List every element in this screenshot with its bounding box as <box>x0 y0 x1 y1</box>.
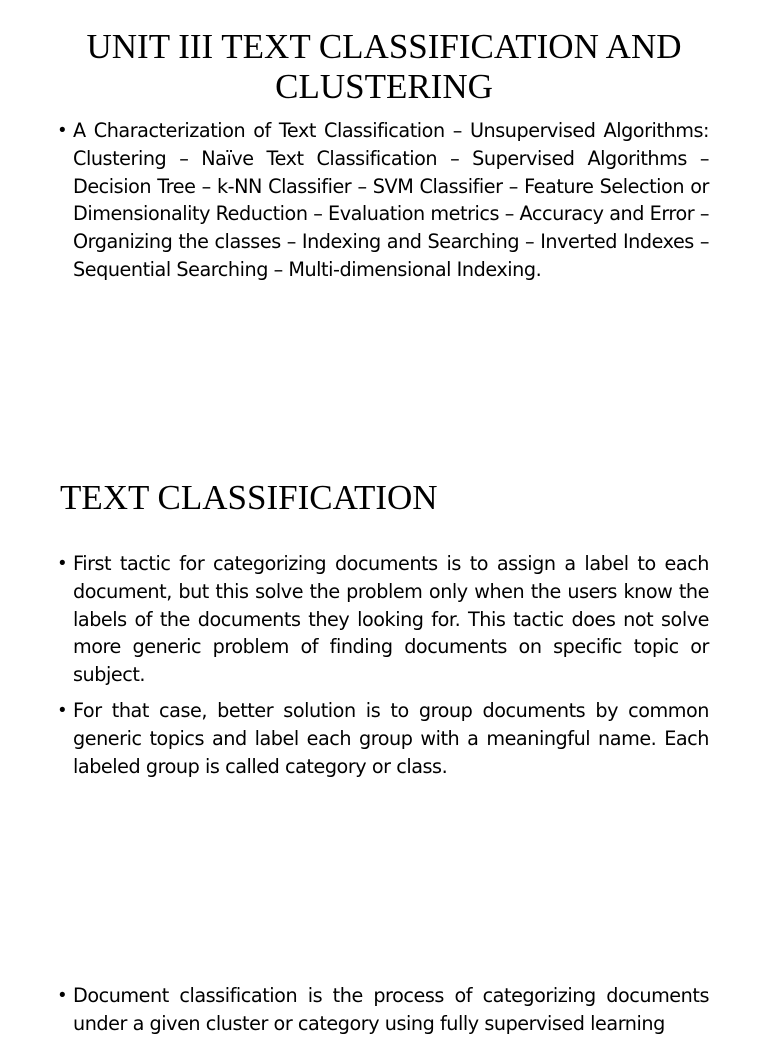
bullet-list <box>59 982 709 1038</box>
bullet-list <box>59 117 709 284</box>
bullet-item <box>59 550 709 689</box>
bullet-text: A Characterization of Text Classification – Unsupervised Algorithms: Clustering – Naïve Text Classification – Supervised Algorithms – Decision Tree – k-NN Classifier – SVM Classifier – Feature Selection or Dimensionality Reduction – Evaluation metrics – Accuracy and Error – Organizing the classes – Indexing and Searching – Inverted Indexes – Sequential Searching – Multi-dimensional Indexing. <box>73 119 709 281</box>
bullet-text: First tactic for categorizing documents is to assign a label to each document, but this solve the problem only when the users know the labels of the documents they looking for. This tactic does not solve more generic problem of finding documents on specific topic or subject. <box>73 552 709 687</box>
bullet-list <box>59 550 709 780</box>
bullet-item <box>59 982 709 1038</box>
bullet-text: For that case, better solution is to group documents by common generic topics and label each group with a meaningful name. Each labeled group is called category or class. <box>73 698 709 778</box>
bullet-item <box>59 117 709 284</box>
bullet-icon: • <box>59 985 66 1006</box>
slide-title: TEXT CLASSIFICATION <box>60 478 438 517</box>
bullet-item <box>59 697 709 780</box>
slide-title: UNIT III TEXT CLASSIFICATION AND CLUSTERING <box>86 27 682 106</box>
bullet-icon: • <box>59 553 66 574</box>
bullet-text: Document classification is the process of categorizing documents under a given cluster or category using fully supervised learning <box>73 984 709 1035</box>
bullet-icon: • <box>59 699 66 721</box>
bullet-icon: • <box>59 120 66 141</box>
